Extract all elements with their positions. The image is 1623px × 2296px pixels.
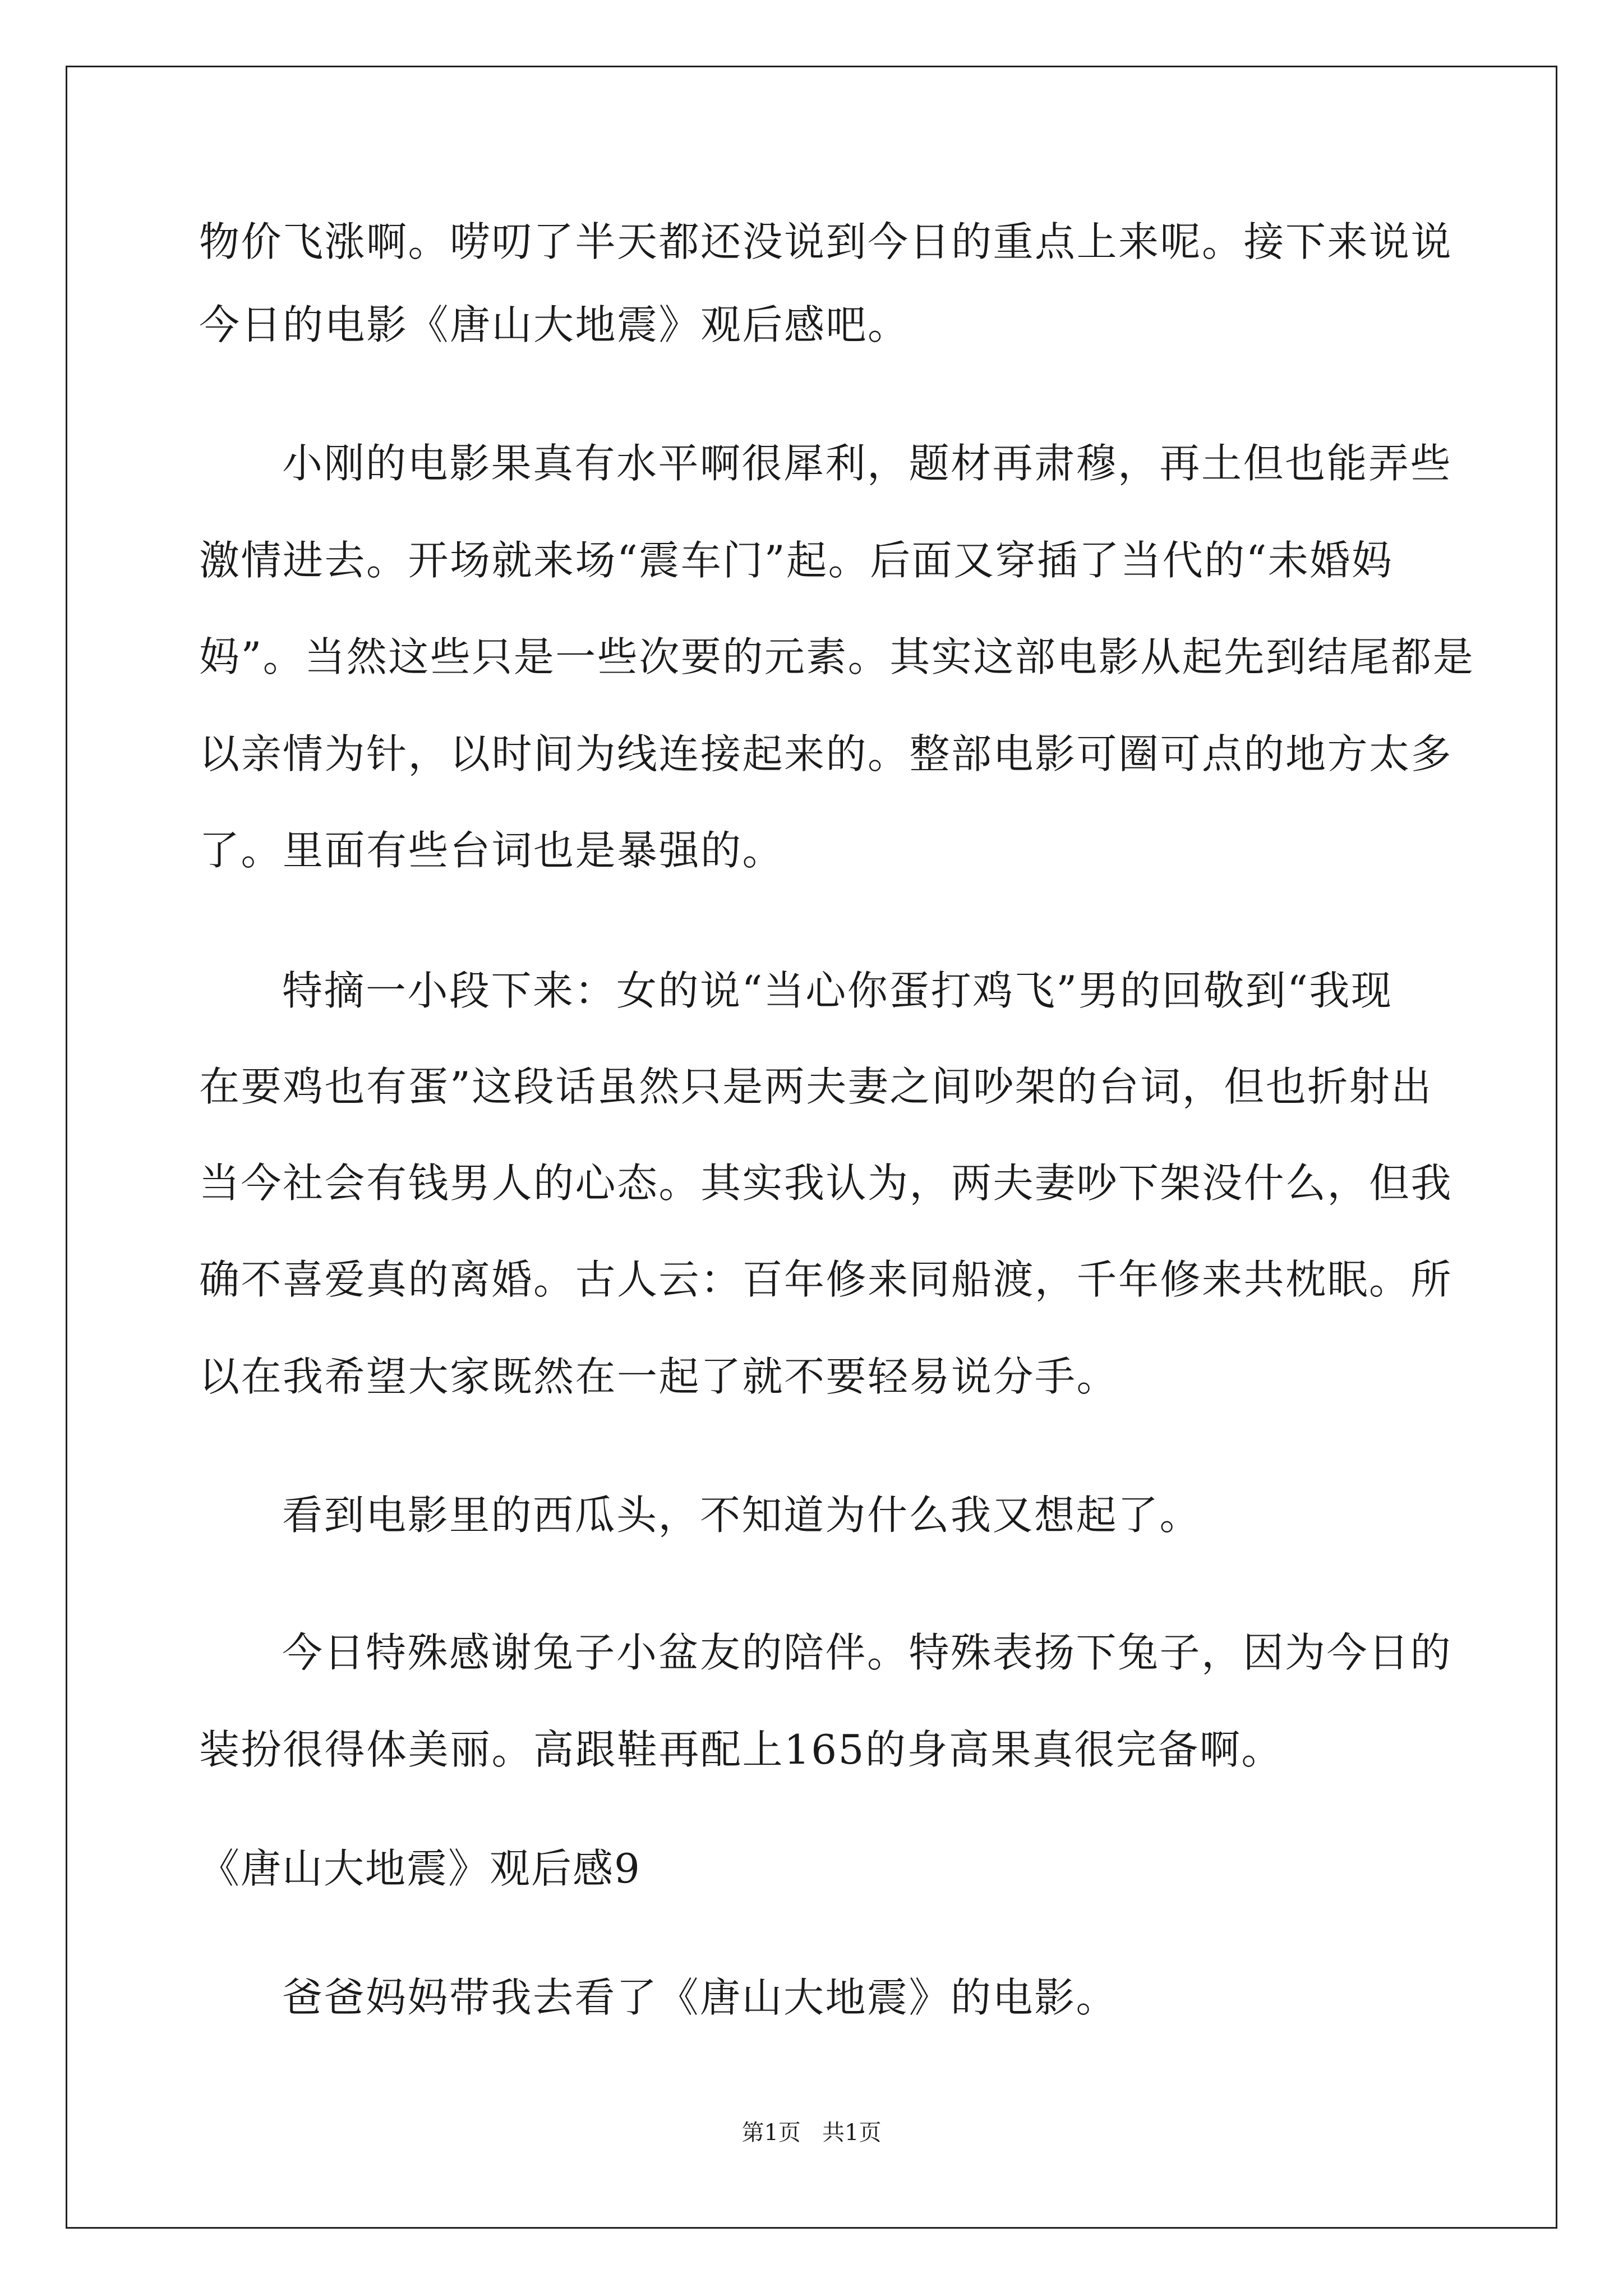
- body-line: 看到电影里的西瓜头，不知道为什么我又想起了。: [282, 1492, 1202, 1539]
- body-line: 以在我希望大家既然在一起了就不要轻易说分手。: [199, 1353, 1119, 1400]
- page-number-footer: 第1页 共1页: [741, 2120, 882, 2146]
- body-line: 爸爸妈妈带我去看了《唐山大地震》的电影。: [282, 1974, 1118, 2021]
- body-line: 今日的电影《唐山大地震》观后感吧。: [199, 301, 910, 348]
- body-line: 以亲情为针，以时间为线连接起来的。整部电影可圈可点的地方太多: [199, 730, 1453, 777]
- body-line: 今日特殊感谢兔子小盆友的陪伴。特殊表扬下兔子，因为今日的: [282, 1629, 1453, 1676]
- body-line: 装扮很得体美丽。高跟鞋再配上165的身高果真很完备啊。: [199, 1726, 1283, 1773]
- body-line: 当今社会有钱男人的心态。其实我认为，两夫妻吵下架没什么，但我: [199, 1159, 1453, 1207]
- body-line: 妈”。当然这些只是一些次要的元素。其实这部电影从起先到结尾都是: [199, 633, 1475, 680]
- body-line: 确不喜爱真的离婚。古人云：百年修来同船渡，千年修来共枕眠。所: [199, 1256, 1453, 1303]
- body-line: 激情进去。开场就来场“震车门”起。后面又穿插了当代的“未婚妈: [199, 537, 1394, 584]
- body-line: 特摘一小段下来：女的说“当心你蛋打鸡飞”男的回敬到“我现: [282, 967, 1393, 1014]
- page-border: [66, 66, 1557, 2229]
- section-heading: 《唐山大地震》观后感9: [199, 1845, 641, 1892]
- body-line: 了。里面有些台词也是暴强的。: [199, 827, 785, 874]
- body-line: 物价飞涨啊。唠叨了半天都还没说到今日的重点上来呢。接下来说说: [199, 218, 1453, 265]
- body-line: 小刚的电影果真有水平啊很犀利，题材再肃穆，再土但也能弄些: [282, 440, 1453, 487]
- body-line: 在要鸡也有蛋”这段话虽然只是两夫妻之间吵架的台词，但也折射出: [199, 1063, 1433, 1110]
